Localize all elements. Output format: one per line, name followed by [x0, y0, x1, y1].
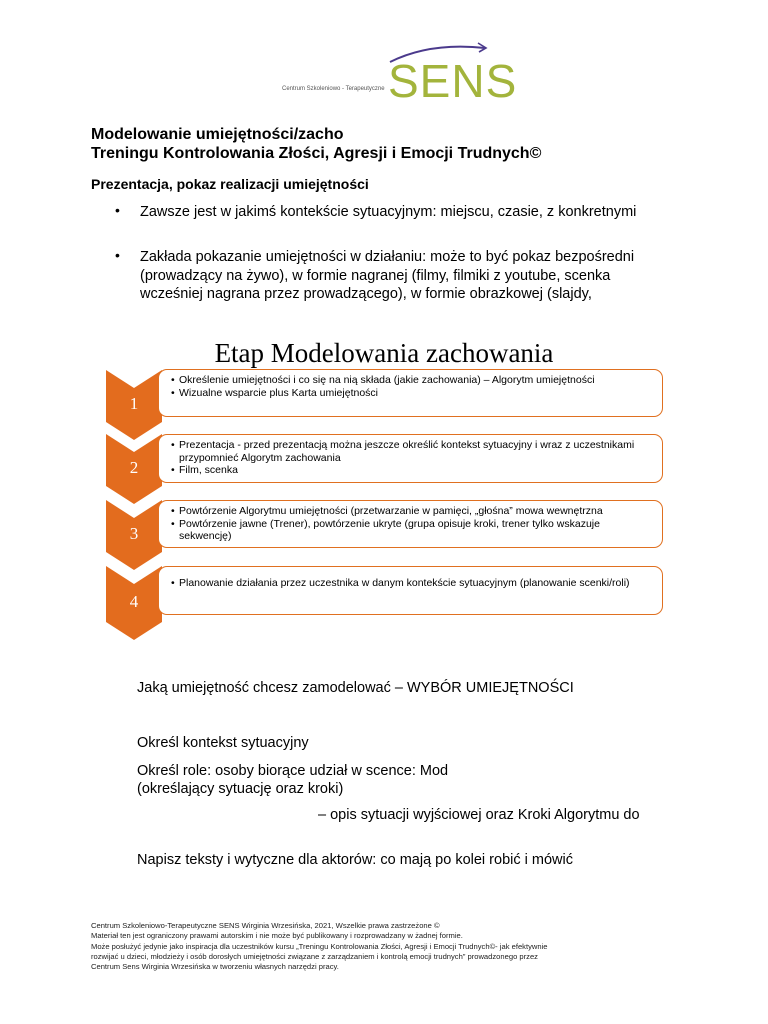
step-2-item: • Film, scenka [171, 464, 654, 477]
sens-logo [280, 40, 518, 107]
question-text: Jaką umiejętność chcesz zamodelować – WYBÓR UMIEJĘTNOŚCI [137, 680, 574, 696]
page-title [91, 125, 541, 163]
step-4-box [158, 566, 663, 615]
bullet-2-text [140, 248, 700, 304]
title-line-2: Treningu Kontrolowania Złości, Agresji i Emocji Trudnych© [91, 145, 542, 162]
context-text: Określ kontekst sytuacyjny [137, 735, 309, 751]
roles-line-1: Określ role: osoby biorące udział w scence: Mod [137, 763, 449, 779]
roles-text [137, 762, 448, 798]
step-3-item: • Powtórzenie jawne (Trener), powtórzenie ukryte (grupa opisuje kroki, trener tylko wskazuje sekwencję) [171, 518, 654, 543]
step-1-chevron [106, 370, 162, 440]
title-line-1: Modelowanie umiejętności/zacho [91, 126, 344, 143]
step-1-item: • Określenie umiejętności i co się na nią składa (jakie zachowania) – Algorytm umiejętności [171, 374, 654, 387]
step-2-item: • Prezentacja - przed prezentacją można jeszcze określić kontekst sytuacyjny i wraz z uczestnikami przypomnieć Algorytm zachowania [171, 439, 654, 464]
step-2-number: 2 [129, 458, 139, 477]
diagram-title: Etap Modelowania zachowania [214, 338, 554, 368]
footer-line: rozwijać u dzieci, młodzieży i osób dorosłych umiejętności związane z zarządzaniem i kontrolą emocji trudnych” prowadzonego przez [91, 951, 538, 961]
footer-line: Centrum Szkoleniowo-Terapeutyczne SENS Wirginia Wrzesińska, 2021, Wszelkie prawa zastrzeżone © [91, 921, 440, 930]
step-4-chevron [106, 566, 162, 640]
step-1-item: • Wizualne wsparcie plus Karta umiejętności [171, 387, 654, 400]
step-3-number: 3 [129, 524, 139, 543]
step-4-item: • Planowanie działania przez uczestnika w danym kontekście sytuacyjnym (planowanie scenki/roli) [171, 577, 654, 590]
logo-subtitle: Centrum Szkoleniowo - Terapeutyczne [282, 86, 385, 92]
step-4-number: 4 [129, 592, 139, 611]
bullet-2-mark: • [115, 247, 120, 263]
step-1-box [158, 369, 663, 417]
bullet-2-line: wcześniej nagrana przez prowadzącego), w formie obrazkowej (slajdy, [140, 286, 592, 302]
step-2-box [158, 434, 663, 483]
section-subtitle: Prezentacja, pokaz realizacji umiejętności [91, 176, 369, 192]
bullet-1-line: Zawsze jest w jakimś kontekście sytuacyjnym: miejscu, czasie, z konkretnymi [140, 204, 637, 220]
bullet-2-line: Zakłada pokazanie umiejętności w działaniu: może to być pokaz bezpośredni [140, 249, 635, 265]
description-text: – opis sytuacji wyjściowej oraz Kroki Algorytmu do [318, 807, 640, 823]
bullet-1-mark: • [115, 202, 120, 218]
footer-line: Może posłużyć jedynie jako inspiracja dla uczestników kursu „Treningu Kontrolowania Złości, Agresji i Emocji Trudnych©- jak efektywnie [91, 941, 548, 951]
footer-line: Materiał ten jest ograniczony prawami autorskim i nie może być publikowany i rozprowadzany w żadnej formie. [91, 931, 463, 941]
roles-line-2: (określający sytuację oraz kroki) [137, 781, 344, 797]
footer-line: Centrum Sens Wirginia Wrzesińska w tworzeniu własnych narzędzi pracy. [91, 962, 339, 972]
bullet-2-line: (prowadzący na żywo), w formie nagranej (filmy, filmiki z youtube, scenka [140, 267, 611, 284]
step-2-chevron [106, 434, 162, 504]
step-3-item: • Powtórzenie Algorytmu umiejętności (przetwarzanie w pamięci, „głośna” mowa wewnętrzna [171, 505, 654, 518]
step-1-number: 1 [129, 394, 139, 413]
logo-word: SENS [388, 55, 518, 107]
footer-copyright [91, 921, 691, 972]
step-3-chevron [106, 500, 162, 570]
bullet-1-text [140, 203, 700, 222]
scripts-text: Napisz teksty i wytyczne dla aktorów: co mają po kolei robić i mówić [137, 852, 573, 868]
step-3-box [158, 500, 663, 548]
